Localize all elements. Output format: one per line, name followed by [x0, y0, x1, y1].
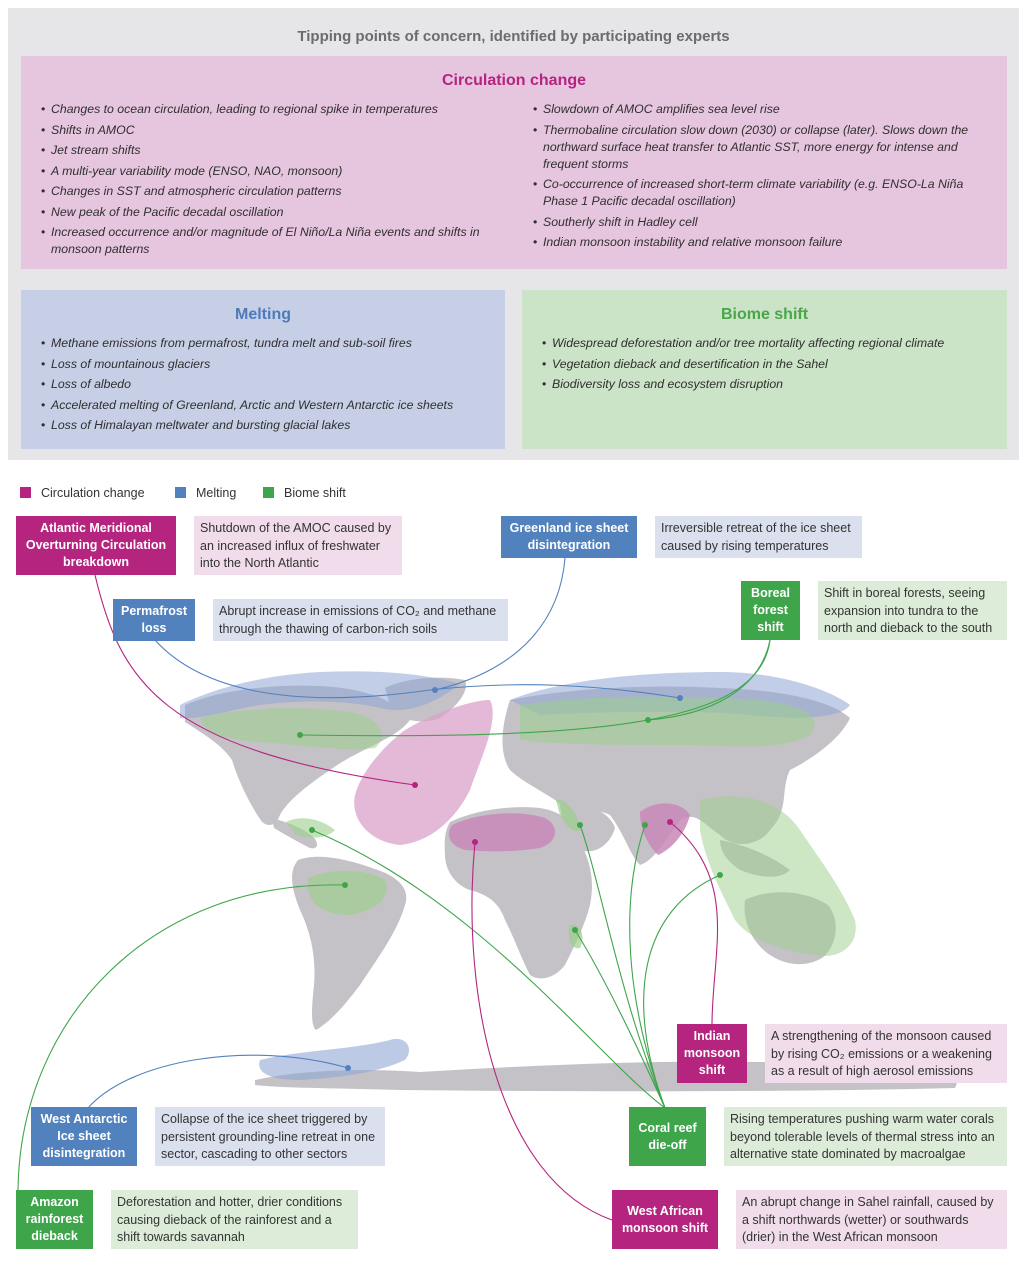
legend-label: Biome shift — [284, 486, 346, 500]
dot-amoc — [412, 782, 418, 788]
list-item: • Changes in SST and atmospheric circulation patterns — [41, 183, 481, 200]
dot-coral-1 — [309, 827, 315, 833]
wais-label: West Antarctic Ice sheet disintegration — [31, 1107, 137, 1166]
wais-description: Collapse of the ice sheet triggered by persistent grounding-line retreat in one sector, cascading to other sectors — [155, 1107, 385, 1166]
list-item: • Shifts in AMOC — [41, 122, 481, 139]
list-item: • Indian monsoon instability and relative monsoon failure — [533, 234, 993, 251]
dot-amazon — [342, 882, 348, 888]
list-item: • Changes to ocean circulation, leading to regional spike in temperatures — [41, 101, 481, 118]
list-item: • Widespread deforestation and/or tree mortality affecting regional climate — [542, 335, 992, 352]
circulation-change-title: Circulation change — [441, 72, 587, 89]
boreal-label: Boreal forest shift — [741, 581, 800, 640]
dot-boreal — [645, 717, 651, 723]
dot-coral-2 — [577, 822, 583, 828]
amoc-label: Atlantic Meridional Overturning Circulation breakdown — [16, 516, 176, 575]
dot-permafrost — [677, 695, 683, 701]
biome-shift-title: Biome shift — [720, 306, 809, 323]
permafrost-description: Abrupt increase in emissions of CO₂ and methane through the thawing of carbon-rich soils — [213, 599, 508, 641]
list-item: • Loss of mountainous glaciers — [41, 356, 491, 373]
legend-label: Melting — [196, 486, 237, 500]
list-item: • Vegetation dieback and desertification in the Sahel — [542, 356, 992, 373]
indian-monsoon-label: Indian monsoon shift — [677, 1024, 747, 1083]
amazon-label: Amazon rainforest dieback — [16, 1190, 93, 1249]
amazon-description: Deforestation and hotter, drier conditions causing dieback of the rainforest and a shift towards savannah — [111, 1190, 358, 1249]
panel-title: Tipping points of concern, identified by participating experts — [297, 28, 730, 45]
list-item: • A multi-year variability mode (ENSO, NAO, monsoon) — [41, 163, 481, 180]
greenland-label: Greenland ice sheet disintegration — [501, 516, 637, 558]
biome-region-indo-pacific — [700, 796, 856, 956]
amoc-description: Shutdown of the AMOC caused by an increased influx of freshwater into the North Atlantic — [194, 516, 402, 575]
list-item: • Increased occurrence and/or magnitude of El Niño/La Niña events and shifts in monsoon patterns — [41, 224, 481, 258]
coral-reef-label: Coral reef die-off — [629, 1107, 706, 1166]
legend-label: Circulation change — [41, 486, 145, 500]
list-item: • Biodiversity loss and ecosystem disruption — [542, 376, 992, 393]
dot-wais — [345, 1065, 351, 1071]
permafrost-label: Permafrost loss — [113, 599, 195, 641]
list-item: • New peak of the Pacific decadal oscillation — [41, 204, 481, 221]
list-item: • Methane emissions from permafrost, tundra melt and sub-soil fires — [41, 335, 491, 352]
west-african-monsoon-label: West African monsoon shift — [612, 1190, 718, 1249]
indian-monsoon-description: A strengthening of the monsoon caused by rising CO₂ emissions or a weakening as a result of high aerosol emissions — [765, 1024, 1007, 1083]
biome-region-boreal-eurasia — [520, 697, 814, 747]
melting-title: Melting — [235, 306, 291, 323]
list-item: • Thermobaline circulation slow down (2030) or collapse (later). Slows down the northward surface heat transfer to Atlantic SST, more energy for intense and frequent storms — [533, 122, 993, 173]
list-item: • Jet stream shifts — [41, 142, 481, 159]
list-item: • Accelerated melting of Greenland, Arctic and Western Antarctic ice sheets — [41, 397, 491, 414]
dot-greenland — [432, 687, 438, 693]
list-item: • Slowdown of AMOC amplifies sea level rise — [533, 101, 993, 118]
greenland-description: Irreversible retreat of the ice sheet caused by rising temperatures — [655, 516, 862, 558]
list-item: • Loss of Himalayan meltwater and bursting glacial lakes — [41, 417, 491, 434]
dot-westafrica — [472, 839, 478, 845]
west-african-monsoon-description: An abrupt change in Sahel rainfall, caused by a shift northwards (wetter) or southwards (drier) in the West African monsoon — [736, 1190, 1007, 1249]
dot-coral-4 — [717, 872, 723, 878]
boreal-description: Shift in boreal forests, seeing expansion into tundra to the north and dieback to the south — [818, 581, 1007, 640]
dot-coral-5 — [572, 927, 578, 933]
list-item: • Southerly shift in Hadley cell — [533, 214, 993, 231]
coral-reef-description: Rising temperatures pushing warm water corals beyond tolerable levels of thermal stress into an alternative state dominated by macroalgae — [724, 1107, 1007, 1166]
list-item: • Co-occurrence of increased short-term climate variability (e.g. ENSO-La Niña Phase 1 Pacific decadal oscillation) — [533, 176, 993, 210]
dot-boreal-america — [297, 732, 303, 738]
list-item: • Loss of albedo — [41, 376, 491, 393]
dot-indian — [667, 819, 673, 825]
dot-coral-3 — [642, 822, 648, 828]
